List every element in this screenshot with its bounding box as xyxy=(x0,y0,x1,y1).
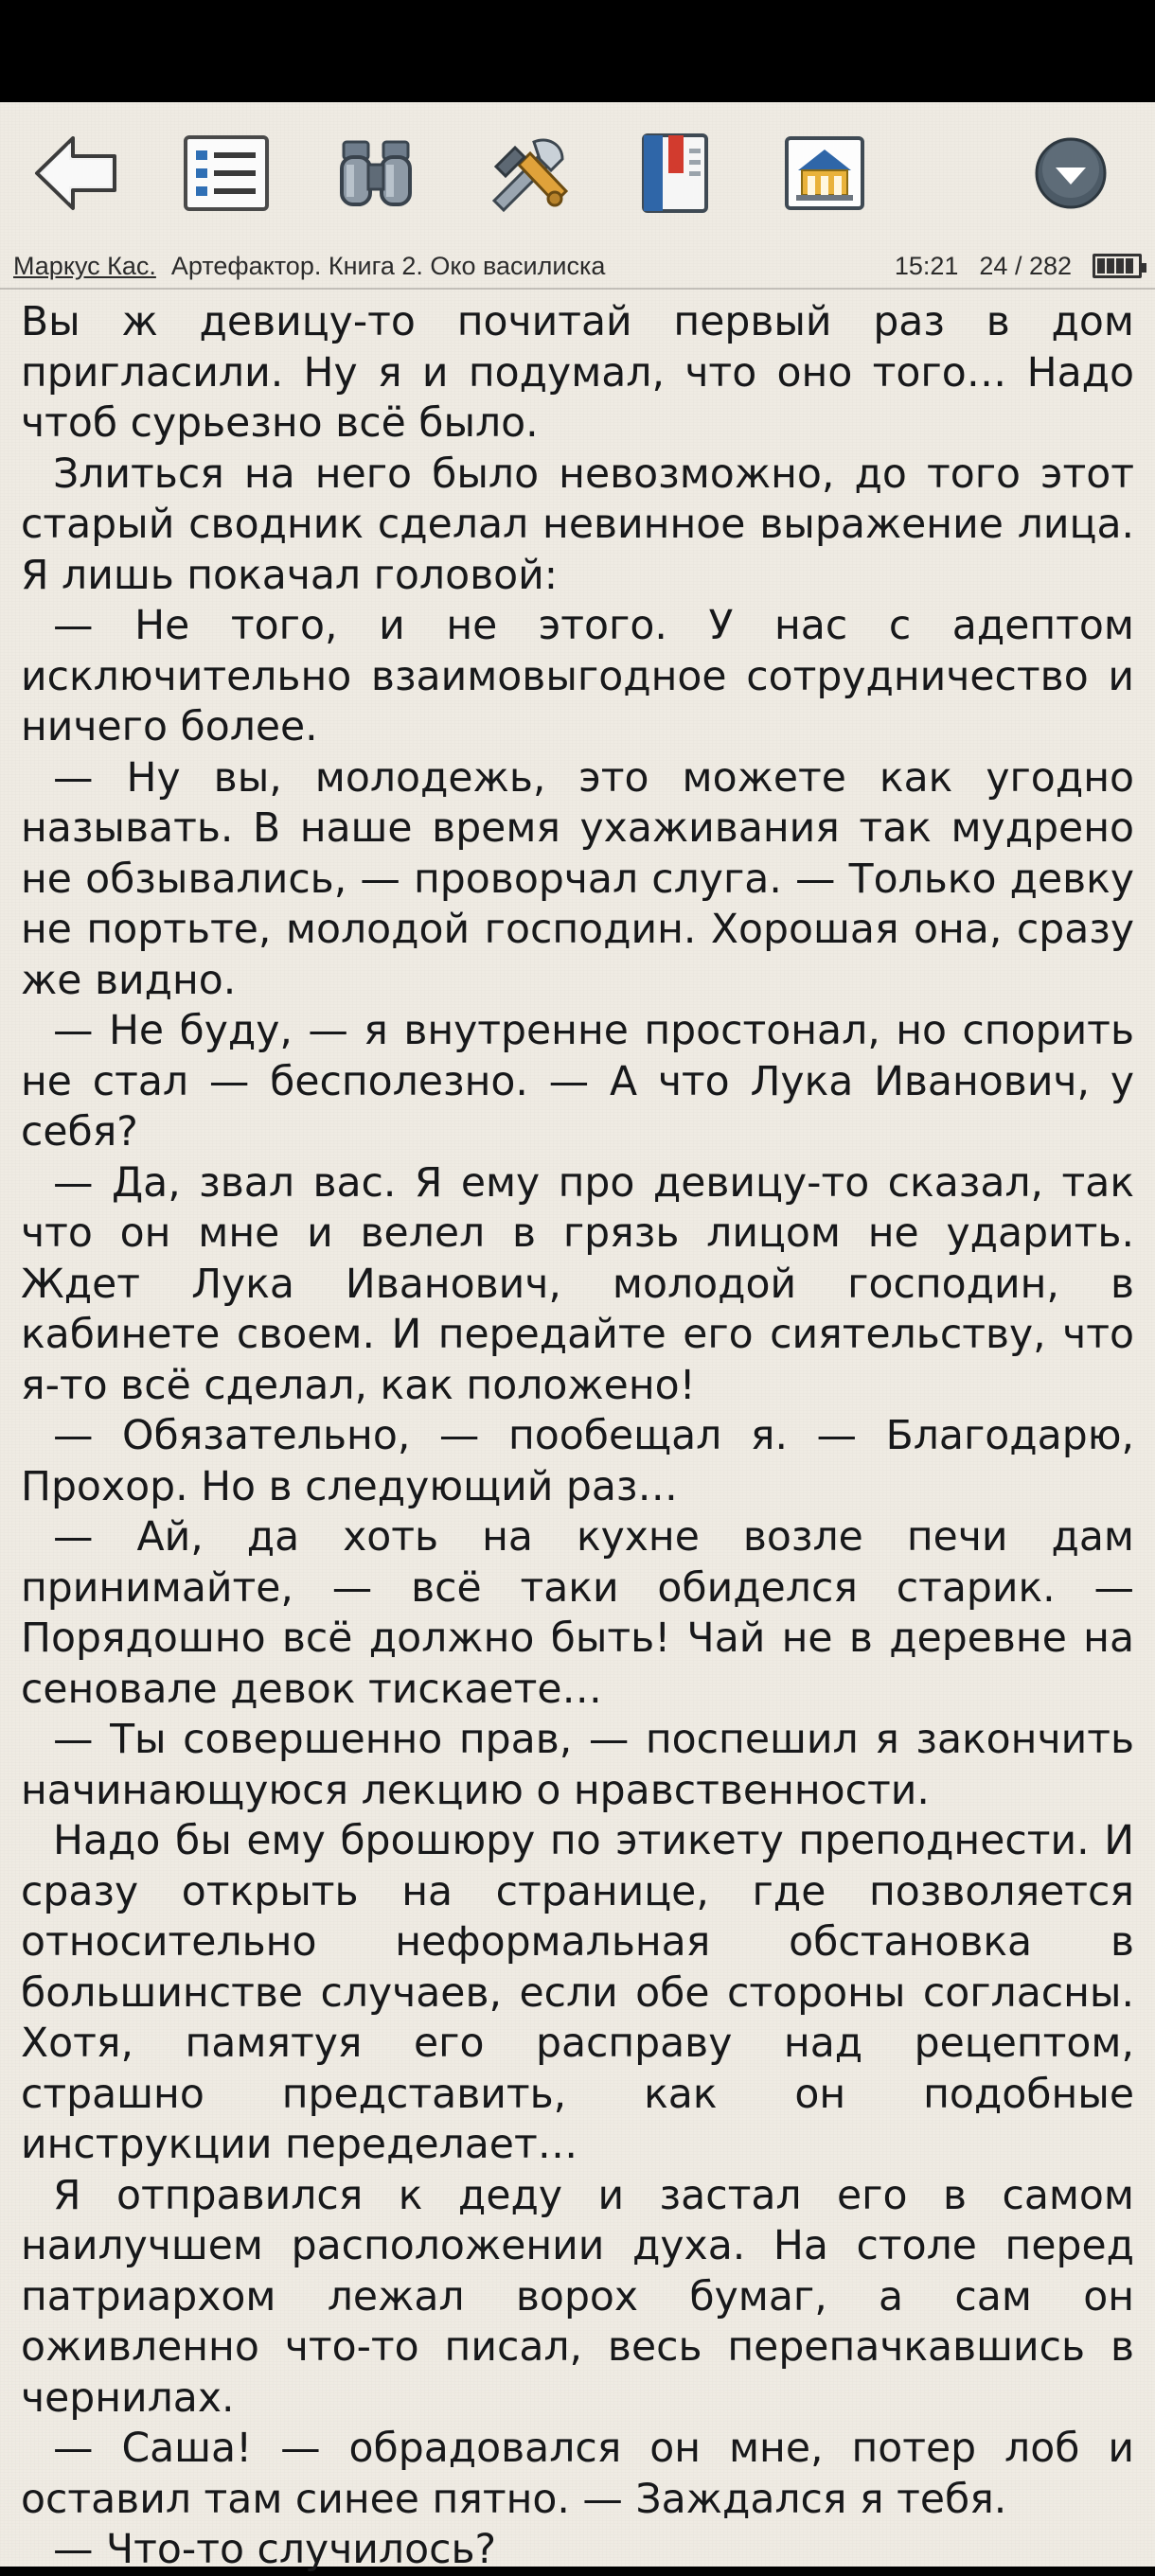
paragraph: — Что-то случилось? xyxy=(53,2527,497,2573)
paragraph: — Обязательно, — пообещал я. — Благодарю, Прохор. Но в следующий раз… xyxy=(21,1413,1134,1510)
bookmark-book-icon[interactable] xyxy=(619,117,731,229)
table-of-contents-icon[interactable] xyxy=(170,117,282,229)
page-indicator: 24 / 282 xyxy=(979,251,1072,280)
paragraph: Я отправился к деду и застал его в самом наилучшем расположении духа. На столе перед патриархом лежал ворох бумаг, а сам он оживленно что-то писал, весь перепачкавшись в чернилах. xyxy=(21,2172,1134,2422)
paragraph: Надо бы ему брошюру по этикету преподнести. И сразу открыть на странице, где позволяется относительно неформальная обстановка в большинстве случаев, если обе стороны согласны. Хотя, памятуя его расправу над рецептом, страшно представить, как он подобные инструкции переделает… xyxy=(21,1818,1134,2168)
book-title: Артефактор. Книга 2. Око василиска xyxy=(170,251,606,280)
paragraph: — Ай, да хоть на кухне возле печи дам принимайте, — всё таки обиделся старик. — Порядошно всё должно быть! Чай не в деревне на сеновале девок тискаете… xyxy=(21,1514,1134,1713)
status-bar xyxy=(0,0,1155,102)
reader-infobar xyxy=(0,244,1155,288)
binoculars-search-icon[interactable] xyxy=(320,117,432,229)
infobar-divider xyxy=(0,288,1155,290)
book-author: Маркус Кас. xyxy=(13,251,156,280)
paragraph: — Ты совершенно прав, — поспешил я закончить начинающуюся лекцию о нравственности. xyxy=(21,1717,1134,1814)
paragraph: — Не того, и не этого. У нас с адептом исключительно взаимовыгодное сотрудничество и ничего более. xyxy=(21,603,1134,750)
paragraph: — Да, звал вас. Я ему про девицу-то сказал, так что он мне и велел в грязь лицом не ударить. Ждет Лука Иванович, молодой господин, в кабинете своем. И передайте его сиятельству, что я-то всё сделал, как положено! xyxy=(21,1159,1134,1409)
more-menu-chevron-icon[interactable] xyxy=(1015,117,1127,229)
infobar-right xyxy=(895,252,1142,281)
paragraph: Вы ж девицу-то почитай первый раз в дом пригласили. Ну я и подумал, что оно того… Надо чтоб сурьезно всё было. xyxy=(21,299,1134,447)
clock-label: 15:21 xyxy=(894,251,959,280)
paragraph: — Саша! — обрадовался он мне, потер лоб и оставил там синее пятно. — Заждался я тебя. xyxy=(21,2426,1134,2523)
paragraph: — Ну вы, молодежь, это можете как угодно называть. В наше время ухаживания так мудрено не обзывались, — проворчал слуга. — Только девку не портьте, молодой господин. Хорошая она, сразу же видно. xyxy=(21,754,1134,1004)
reader-page[interactable] xyxy=(0,102,1155,2573)
battery-icon xyxy=(1093,254,1142,278)
paragraph: — Не буду, — я внутренне простонал, но спорить не стал — бесполезно. — А что Лука Иванович, у себя? xyxy=(21,1008,1134,1156)
reader-toolbar xyxy=(0,102,1155,244)
library-home-icon[interactable] xyxy=(769,117,880,229)
tools-settings-icon[interactable] xyxy=(470,117,581,229)
book-text[interactable] xyxy=(21,297,1134,2576)
paragraph: Злиться на него было невозможно, до того этот старый сводник сделал невинное выражение лица. Я лишь покачал головой: xyxy=(21,450,1134,599)
back-arrow-icon[interactable] xyxy=(21,117,133,229)
